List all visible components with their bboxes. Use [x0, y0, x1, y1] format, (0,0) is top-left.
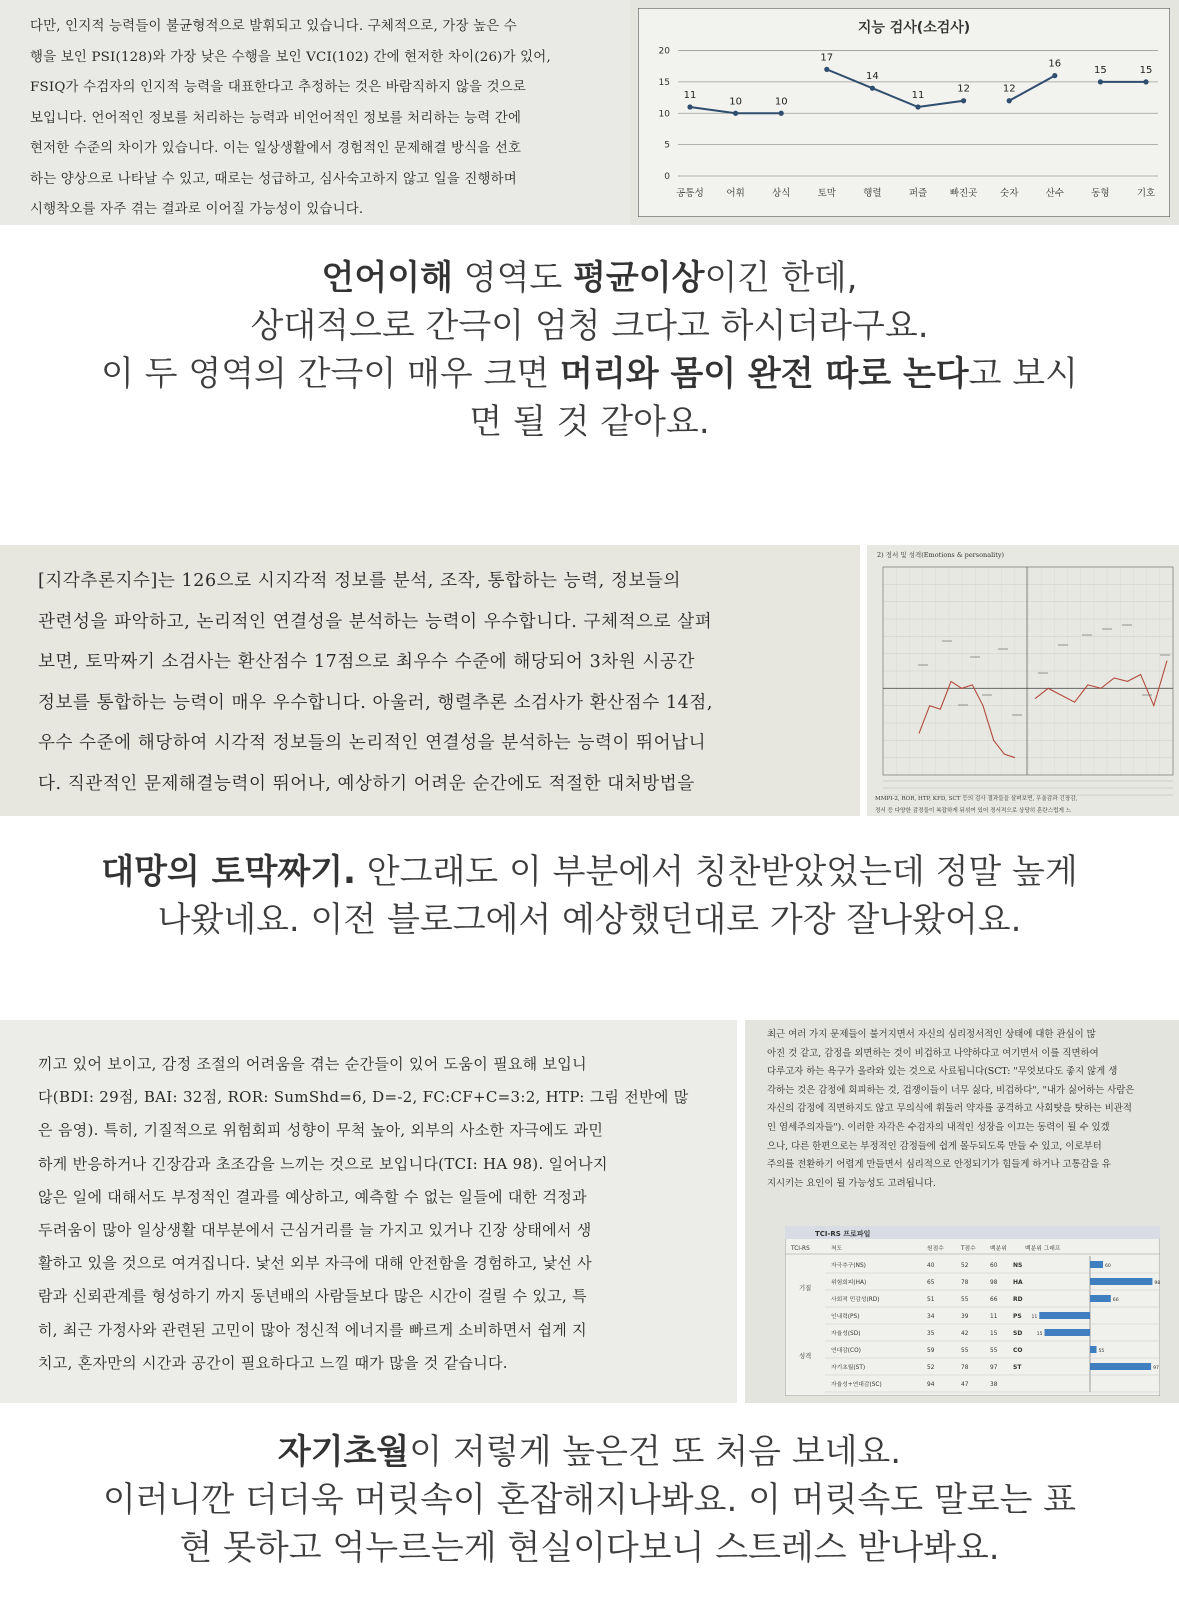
- report-line: 아진 것 같고, 감정을 외면하는 것이 비겁하고 나약하다고 여기면서 이를 직면하여: [767, 1047, 1099, 1059]
- bar-value-label: 97: [1153, 1366, 1159, 1371]
- percentile: 98: [990, 1280, 998, 1286]
- data-point: [916, 104, 921, 109]
- report-line: [지각추론지수]는 126으로 시지각적 정보를 분석, 조작, 통합하는 능력, 정보들의: [38, 571, 681, 591]
- chart-title: 2) 정서 및 성격(Emotions & personality): [877, 551, 1005, 559]
- chart-frame: [638, 8, 1170, 217]
- percentile: 97: [990, 1365, 998, 1371]
- caption-bold: 평균이상: [573, 258, 705, 298]
- group-label: 기질: [799, 1284, 812, 1292]
- x-tick-label: 기호: [1137, 188, 1156, 199]
- caption-1-line-3: [0, 350, 1179, 398]
- photo-row-1: [0, 0, 1179, 225]
- percentile: 15: [990, 1331, 998, 1337]
- report-line: 관련성을 파악하고, 논리적인 연결성을 분석하는 능력이 우수합니다. 구체적으로 살펴: [38, 611, 713, 632]
- raw-score: 51: [927, 1297, 935, 1303]
- bar-value-label: 60: [1105, 1264, 1111, 1269]
- report-line: 우수 수준에 해당하여 시각적 정보들의 논리적인 연결성을 분석하는 능력이 뛰어납니: [38, 733, 707, 753]
- scale-code: ST: [1013, 1364, 1022, 1371]
- percentile-bar: [1039, 1312, 1090, 1319]
- caption-bold: 언어이해: [321, 258, 453, 298]
- x-tick-label: 동형: [1091, 188, 1110, 199]
- data-label: 17: [820, 52, 834, 64]
- chart-caption-line: 정서 등 다양한 감정들이 복잡하게 뒤섞여 있어 정서적으로 상당히 혼란스럽게 느: [875, 808, 1072, 814]
- report-photo-emotion: [0, 1020, 737, 1403]
- percentile-bar: [1090, 1278, 1152, 1285]
- t-score: 55: [961, 1297, 969, 1303]
- t-score: 55: [961, 1348, 969, 1354]
- data-label: 16: [1048, 58, 1062, 70]
- data-label: 10: [775, 96, 788, 108]
- tci-profile-table: [785, 1226, 1160, 1396]
- scale-name: 자기초월(ST): [831, 1365, 866, 1371]
- caption-text: 이 저렇게 높은건 또 처음 보네요.: [409, 1432, 902, 1472]
- percentile-bar: [1090, 1261, 1103, 1268]
- data-label: 12: [1003, 83, 1016, 95]
- x-tick-label: 상식: [772, 188, 791, 199]
- t-score: 52: [961, 1263, 969, 1269]
- percentile-bar: [1090, 1363, 1151, 1370]
- percentile: 55: [990, 1348, 998, 1354]
- report-line: 다(BDI: 29점, BAI: 32점, ROR: SumShd=6, D=-2, FC:CF+C=3:2, HTP: 그림 전반에 많: [38, 1088, 689, 1107]
- report-photo-tci: [745, 1020, 1179, 1403]
- raw-score: 94: [927, 1382, 935, 1388]
- raw-score: 35: [927, 1331, 935, 1337]
- caption-1: [0, 254, 1179, 446]
- scale-code: HA: [1013, 1279, 1023, 1286]
- column-header: 백분위: [990, 1246, 1007, 1252]
- data-point: [733, 111, 738, 116]
- caption-text: 안그래도 이 부분에서 칭찬받았었는데 정말 높게: [355, 852, 1078, 892]
- y-tick-label: 20: [658, 46, 671, 57]
- column-header: 백분위 그래프: [1025, 1246, 1061, 1252]
- data-label: 11: [911, 90, 925, 101]
- column-header: T점수: [961, 1246, 976, 1252]
- report-line: 주의를 전환하기 어렵게 만들면서 심리적으로 안정되기가 힘들게 하거나 고통감을 유: [767, 1159, 1111, 1171]
- x-tick-label: 숫자: [1000, 188, 1019, 199]
- x-tick-label: 퍼즐: [909, 188, 928, 199]
- caption-3-line-1: [0, 1428, 1179, 1476]
- report-line: 활하고 있을 것으로 여겨집니다. 낯선 외부 자극에 대해 안전함을 경험하고, 낯선 사: [38, 1254, 592, 1273]
- data-label: 11: [683, 90, 697, 101]
- caption-1-line-4: 면 될 것 같아요.: [469, 402, 710, 442]
- report-line: 보면, 토막짜기 소검사는 환산점수 17점으로 최우수 수준에 해당되어 3차원 시공간: [38, 652, 695, 672]
- caption-text: 영역도: [452, 258, 574, 298]
- raw-score: 65: [927, 1280, 935, 1286]
- data-label: 12: [957, 83, 971, 95]
- column-header: 척도: [831, 1246, 843, 1252]
- bar-value-label: 15: [1036, 1332, 1043, 1337]
- data-point: [1098, 79, 1103, 84]
- caption-bold: 자기초월: [277, 1432, 410, 1472]
- report-line: 끼고 있어 보이고, 감정 조절의 어려움을 겪는 순간들이 있어 도움이 필요해 보입니: [38, 1055, 587, 1073]
- report-line: 으나, 다른 한편으로는 부정적인 감정들에 쉽게 몰두되도록 만들 수 있고, 이로부터: [767, 1140, 1102, 1152]
- scale-code: CO: [1013, 1347, 1023, 1354]
- report-line: 치고, 혼자만의 시간과 공간이 필요하다고 느낄 때가 많을 것 같습니다.: [38, 1353, 508, 1372]
- subtest-chart-photo: [630, 0, 1179, 225]
- data-point: [779, 111, 784, 116]
- scale-name: 사회적 민감성(RD): [831, 1297, 880, 1303]
- report-line: 하는 양상으로 나타날 수 있고, 때로는 성급하고, 심사숙고하지 않고 일을 진행하며: [30, 171, 517, 187]
- report-line: 두려움이 많아 일상생활 대부분에서 근심거리를 늘 가지고 있거나 긴장 상태에서 생: [38, 1221, 592, 1240]
- caption-3-line-3: 현 못하고 억누르는게 현실이다보니 스트레스 받나봐요.: [179, 1528, 1000, 1568]
- chart-title: 지능 검사(소검사): [858, 20, 971, 36]
- percentile: 11: [990, 1314, 998, 1320]
- report-line: 정보를 통합하는 능력이 매우 우수합니다. 아울러, 행렬추론 소검사가 환산점수 14점,: [38, 692, 714, 713]
- emotion-personality-chart: [867, 545, 1179, 816]
- caption-2: [0, 848, 1179, 944]
- caption-3: [0, 1428, 1179, 1572]
- percentile: 60: [990, 1263, 998, 1269]
- scale-code: SD: [1013, 1330, 1023, 1337]
- x-tick-label: 토막: [817, 188, 837, 199]
- report-line: 지시키는 요인이 될 가능성도 고려됩니다.: [767, 1177, 936, 1189]
- scale-code: NS: [1013, 1262, 1023, 1269]
- caption-2-line-1: [0, 848, 1179, 896]
- t-score: 39: [961, 1314, 969, 1320]
- data-point: [688, 104, 693, 109]
- x-tick-label: 행렬: [863, 188, 882, 199]
- data-point: [1144, 79, 1149, 84]
- raw-score: 40: [927, 1263, 935, 1269]
- photo-row-3: [0, 1020, 1179, 1403]
- x-tick-label: 어휘: [726, 188, 746, 199]
- report-line: 않은 일에 대해서도 부정적인 결과를 예상하고, 예측할 수 없는 일들에 대한 걱정과: [38, 1187, 587, 1206]
- table-title: TCI-RS 프로파일: [815, 1230, 871, 1238]
- data-point: [1053, 73, 1058, 78]
- bar-value-label: 66: [1112, 1298, 1119, 1303]
- caption-1-line-2: 상대적으로 간극이 엄청 크다고 하시더라구요.: [250, 306, 929, 346]
- scale-name: 자율성+연대감(SC): [831, 1382, 882, 1388]
- report-line: 다만, 인지적 능력들이 불균형적으로 발휘되고 있습니다. 구체적으로, 가장 높은 수: [30, 19, 517, 34]
- subtest-line-chart: [638, 8, 1170, 217]
- scale-code: PS: [1013, 1313, 1022, 1320]
- caption-bold: 대망의 토막짜기.: [101, 852, 356, 892]
- emotion-chart-photo: [867, 545, 1179, 816]
- report-line: 다. 직관적인 문제해결능력이 뛰어나, 예상하기 어려운 순간에도 적절한 대처방법을: [38, 773, 695, 794]
- chart-caption-line: MMPI-2, ROR, HTP, KFD, SCT 등의 검사 결과들을 살펴보면, 우울감과 긴장감,: [875, 796, 1078, 802]
- raw-score: 52: [927, 1365, 935, 1371]
- report-line: FSIQ가 수검자의 인지적 능력을 대표한다고 추정하는 것은 바람직하지 않을 것으로: [30, 80, 526, 95]
- caption-3-line-2: 이러니깐 더더욱 머릿속이 혼잡해지나봐요. 이 머릿속도 말로는 표: [102, 1480, 1077, 1520]
- caption-text: 이 두 영역의 간극이 매우 크면: [101, 354, 560, 394]
- report-line: 인 염세주의자들"). 이러한 자각은 수검자의 내적인 성장을 이끄는 동력이 될 수 있겠: [767, 1121, 1110, 1133]
- scale-code: RD: [1013, 1296, 1023, 1303]
- report-line: 행을 보인 PSI(128)와 가장 낮은 수행을 보인 VCI(102) 간에 현저한 차이(26)가 있어,: [30, 49, 551, 65]
- data-point: [961, 98, 966, 103]
- t-score: 78: [961, 1365, 969, 1371]
- y-tick-label: 0: [664, 172, 671, 182]
- bar-value-label: 98: [1154, 1281, 1160, 1286]
- report-line: 은 음영). 특히, 기질적으로 위험회피 성향이 무척 높아, 외부의 사소한 자극에도 과민: [38, 1121, 604, 1140]
- t-score: 78: [961, 1280, 969, 1286]
- data-point: [870, 86, 875, 91]
- column-header: 원점수: [927, 1246, 944, 1252]
- data-label: 15: [1094, 64, 1108, 76]
- data-point: [1007, 98, 1012, 103]
- report-line: 각하는 것은 감정에 회피하는 것, 겁쟁이들이 너무 싫다, 비겁하다", "내가 싫어하는 사람은: [767, 1084, 1135, 1096]
- report-line: 자신의 감정에 직면하지도 않고 무의식에 휘둘러 약자를 공격하고 사회탓을 탓하는 비관적: [767, 1103, 1132, 1115]
- series-line: [1035, 661, 1167, 706]
- report-line: 시행착오를 자주 겪는 결과로 이어질 가능성이 있습니다.: [30, 202, 364, 217]
- data-label: 14: [866, 71, 880, 83]
- data-label: 10: [729, 96, 743, 108]
- raw-score: 34: [927, 1314, 935, 1320]
- percentile: 66: [990, 1297, 998, 1303]
- raw-score: 59: [927, 1348, 935, 1354]
- data-label: 15: [1139, 64, 1153, 76]
- scale-name: 연대감(CO): [831, 1348, 861, 1354]
- report-line: 현저한 수준의 차이가 있습니다. 이는 일상생활에서 경험적인 문제해결 방식을 선호: [30, 141, 522, 156]
- percentile: 38: [990, 1382, 998, 1388]
- y-tick-label: 10: [658, 109, 671, 120]
- x-tick-label: 빠진곳: [950, 188, 978, 199]
- t-score: 47: [961, 1382, 969, 1388]
- caption-bold: 머리와 몸이 완전 따로 논다: [560, 354, 969, 394]
- chart-grid: [883, 567, 1173, 775]
- group-label: 성격: [799, 1352, 812, 1360]
- x-tick-label: 공통성: [676, 188, 705, 199]
- report-photo-cognitive-imbalance: [0, 0, 630, 225]
- y-tick-label: 15: [658, 77, 671, 88]
- report-line: 히, 최근 가정사와 관련된 고민이 많아 정신적 에너지를 빠르게 소비하면서 쉽게 지: [38, 1320, 587, 1339]
- scale-name: 위험회피(HA): [831, 1280, 867, 1286]
- scale-name: 자극추구(NS): [831, 1263, 866, 1269]
- scale-name: 인내력(PS): [831, 1314, 860, 1320]
- caption-2-line-2: 나왔네요. 이전 블로그에서 예상했던대로 가장 잘나왔어요.: [157, 900, 1022, 940]
- percentile-bar: [1090, 1346, 1097, 1353]
- report-line: 하게 반응하거나 긴장감과 초조감을 느끼는 것으로 보입니다(TCI: HA 98). 일어나지: [38, 1154, 608, 1173]
- report-photo-perceptual-reasoning: [0, 545, 860, 816]
- data-point: [825, 67, 830, 72]
- caption-text: 이긴 한데,: [704, 258, 858, 298]
- report-line: 보입니다. 언어적인 정보를 처리하는 능력과 비언어적인 정보를 처리하는 능력 간에: [30, 110, 522, 126]
- bar-value-label: 55: [1098, 1349, 1105, 1354]
- caption-text: 고 보시: [968, 354, 1078, 394]
- percentile-bar: [1090, 1295, 1111, 1302]
- report-line: 다루고자 하는 욕구가 올라와 있는 것으로 사료됩니다(SCT: "무엇보다도 좋지 않게 생: [767, 1066, 1118, 1078]
- scale-name: 자율성(SD): [831, 1331, 861, 1337]
- series-line: [919, 681, 1015, 757]
- report-line: 람과 신뢰관계를 형성하기 까지 동년배의 사람들보다 많은 시간이 걸릴 수 있고, 특: [38, 1287, 587, 1306]
- t-score: 42: [961, 1331, 969, 1337]
- bar-value-label: 11: [1031, 1315, 1038, 1320]
- caption-1-line-1: [0, 254, 1179, 302]
- report-line: 최근 여러 가지 문제들이 불거지면서 자신의 심리정서적인 상태에 대한 관심이 많: [767, 1029, 1096, 1040]
- column-header: TCI-RS: [791, 1246, 810, 1252]
- photo-row-2: [0, 545, 1179, 816]
- x-tick-label: 산수: [1045, 188, 1065, 199]
- percentile-bar: [1045, 1329, 1091, 1336]
- y-tick-label: 5: [664, 140, 671, 151]
